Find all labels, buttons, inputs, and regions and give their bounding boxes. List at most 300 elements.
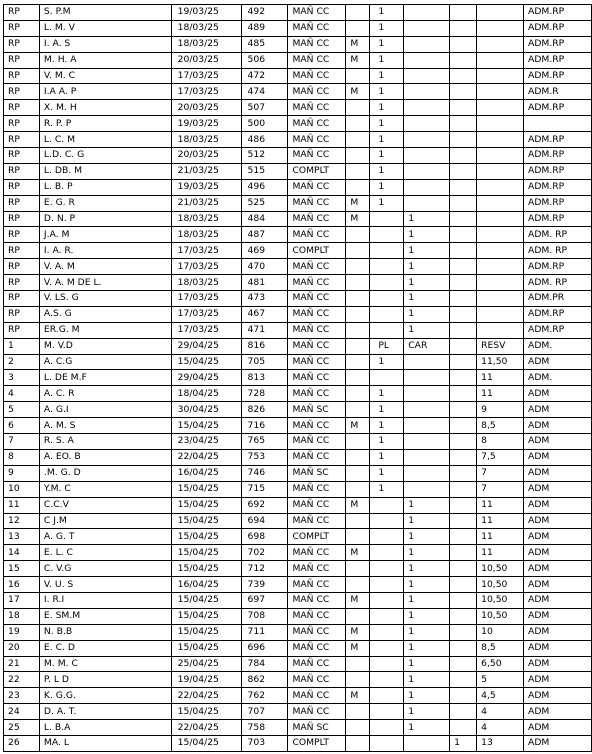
cell-status: ADM (524, 704, 592, 720)
cell-date: 17/03/25 (171, 68, 241, 84)
cell-name: C.C.V (39, 497, 171, 513)
cell-pl (370, 545, 404, 561)
cell-row-code: 1 (4, 338, 40, 354)
cell-name: E. SM.M (39, 608, 171, 624)
cell-pl: 1 (370, 386, 404, 402)
cell-status: ADM.R (524, 84, 592, 100)
cell-name: Y.M. C (39, 481, 171, 497)
table-row (4, 116, 592, 132)
cell-extra (450, 163, 477, 179)
cell-number: 712 (241, 561, 288, 577)
cell-date: 25/04/25 (171, 656, 241, 672)
cell-pl: 1 (370, 481, 404, 497)
cell-status: ADM.RP (524, 52, 592, 68)
cell-date: 20/03/25 (171, 148, 241, 164)
cell-name: R. S. A (39, 434, 171, 450)
cell-number: 507 (241, 100, 288, 116)
cell-name: V. M. C (39, 68, 171, 84)
table-row (4, 402, 592, 418)
cell-number: 500 (241, 116, 288, 132)
cell-row-code: RP (4, 306, 40, 322)
cell-name: .M. G. D (39, 465, 171, 481)
cell-resv: 10,50 (477, 561, 524, 577)
cell-extra (450, 52, 477, 68)
table-row (4, 195, 592, 211)
cell-resv: 8,5 (477, 418, 524, 434)
cell-status: ADM (524, 624, 592, 640)
cell-car: 1 (404, 561, 450, 577)
cell-resv: 11 (477, 545, 524, 561)
cell-number: 746 (241, 465, 288, 481)
cell-date: 15/04/25 (171, 608, 241, 624)
cell-category: MAÑ CC (288, 291, 346, 307)
cell-row-code: 21 (4, 656, 40, 672)
cell-status: ADM (524, 735, 592, 751)
table-row (4, 322, 592, 338)
cell-car (404, 100, 450, 116)
cell-row-code: 25 (4, 720, 40, 736)
cell-extra (450, 36, 477, 52)
cell-name: D. A. T. (39, 704, 171, 720)
cell-name: N. B.B (39, 624, 171, 640)
cell-extra (450, 608, 477, 624)
cell-number: 816 (241, 338, 288, 354)
cell-date: 15/04/25 (171, 640, 241, 656)
cell-status: ADM.PR (524, 291, 592, 307)
cell-extra: 1 (450, 735, 477, 751)
cell-flag-m (346, 656, 370, 672)
cell-extra (450, 227, 477, 243)
cell-number: 702 (241, 545, 288, 561)
cell-resv (477, 100, 524, 116)
cell-car: 1 (404, 291, 450, 307)
cell-resv (477, 116, 524, 132)
cell-date: 19/03/25 (171, 116, 241, 132)
cell-date: 15/04/25 (171, 354, 241, 370)
cell-pl: 1 (370, 52, 404, 68)
cell-name: L. C. M (39, 132, 171, 148)
cell-category: MAÑ CC (288, 5, 346, 21)
cell-car: 1 (404, 513, 450, 529)
cell-flag-m (346, 465, 370, 481)
cell-resv: 6,50 (477, 656, 524, 672)
table-row (4, 84, 592, 100)
cell-name: M. V.D (39, 338, 171, 354)
cell-resv (477, 84, 524, 100)
cell-flag-m (346, 402, 370, 418)
cell-row-code: RP (4, 132, 40, 148)
cell-resv: 11,50 (477, 354, 524, 370)
cell-name: C J.M (39, 513, 171, 529)
cell-category: MAÑ CC (288, 386, 346, 402)
cell-pl (370, 275, 404, 291)
cell-pl (370, 370, 404, 386)
cell-resv: 4,5 (477, 688, 524, 704)
table-row (4, 704, 592, 720)
table-row (4, 465, 592, 481)
cell-car (404, 148, 450, 164)
cell-status: ADM.RP (524, 179, 592, 195)
table-row (4, 577, 592, 593)
cell-date: 15/04/25 (171, 545, 241, 561)
cell-status: ADM.RP (524, 68, 592, 84)
cell-number: 762 (241, 688, 288, 704)
cell-flag-m (346, 68, 370, 84)
cell-flag-m: M (346, 211, 370, 227)
cell-category: MAÑ CC (288, 179, 346, 195)
cell-row-code: 4 (4, 386, 40, 402)
cell-number: 739 (241, 577, 288, 593)
cell-number: 512 (241, 148, 288, 164)
cell-resv: 9 (477, 402, 524, 418)
cell-extra (450, 513, 477, 529)
cell-number: 705 (241, 354, 288, 370)
cell-car: 1 (404, 211, 450, 227)
cell-category: MAÑ CC (288, 497, 346, 513)
cell-car (404, 116, 450, 132)
cell-flag-m (346, 100, 370, 116)
cell-date: 15/04/25 (171, 624, 241, 640)
cell-date: 15/04/25 (171, 481, 241, 497)
cell-date: 21/03/25 (171, 163, 241, 179)
cell-flag-m (346, 672, 370, 688)
cell-date: 30/04/25 (171, 402, 241, 418)
cell-resv (477, 275, 524, 291)
cell-pl: 1 (370, 354, 404, 370)
cell-pl: 1 (370, 20, 404, 36)
cell-extra (450, 211, 477, 227)
cell-name: S. P.M (39, 5, 171, 21)
table-row (4, 529, 592, 545)
table-row (4, 5, 592, 21)
cell-name: L. M. V (39, 20, 171, 36)
table-row (4, 545, 592, 561)
cell-extra (450, 449, 477, 465)
cell-car (404, 354, 450, 370)
cell-flag-m (346, 608, 370, 624)
cell-row-code: RP (4, 179, 40, 195)
cell-date: 16/04/25 (171, 577, 241, 593)
cell-row-code: RP (4, 68, 40, 84)
cell-extra (450, 688, 477, 704)
table-row (4, 306, 592, 322)
cell-flag-m (346, 275, 370, 291)
cell-resv (477, 227, 524, 243)
cell-flag-m: M (346, 640, 370, 656)
cell-car: 1 (404, 577, 450, 593)
cell-car: 1 (404, 259, 450, 275)
cell-row-code: RP (4, 163, 40, 179)
cell-status: ADM.RP (524, 36, 592, 52)
cell-extra (450, 465, 477, 481)
cell-resv: 7 (477, 481, 524, 497)
table-row (4, 179, 592, 195)
table-row (4, 497, 592, 513)
table-row (4, 370, 592, 386)
cell-date: 19/03/25 (171, 179, 241, 195)
cell-status: ADM (524, 545, 592, 561)
cell-flag-m (346, 291, 370, 307)
cell-resv (477, 211, 524, 227)
cell-car (404, 735, 450, 751)
cell-status: ADM (524, 434, 592, 450)
cell-car: 1 (404, 624, 450, 640)
cell-number: 489 (241, 20, 288, 36)
cell-car: 1 (404, 720, 450, 736)
cell-name: A. C. R (39, 386, 171, 402)
cell-status: ADM.RP (524, 5, 592, 21)
cell-date: 15/04/25 (171, 513, 241, 529)
table-row (4, 386, 592, 402)
cell-row-code: 15 (4, 561, 40, 577)
cell-car (404, 179, 450, 195)
cell-number: 826 (241, 402, 288, 418)
cell-date: 15/04/25 (171, 592, 241, 608)
cell-resv (477, 179, 524, 195)
cell-row-code: RP (4, 275, 40, 291)
cell-number: 696 (241, 640, 288, 656)
admissions-table (3, 4, 592, 752)
cell-date: 18/03/25 (171, 211, 241, 227)
cell-car: 1 (404, 592, 450, 608)
cell-date: 17/03/25 (171, 243, 241, 259)
cell-number: 496 (241, 179, 288, 195)
cell-extra (450, 291, 477, 307)
cell-status: ADM (524, 402, 592, 418)
cell-extra (450, 100, 477, 116)
cell-extra (450, 68, 477, 84)
cell-number: 492 (241, 5, 288, 21)
cell-status: ADM.RP (524, 211, 592, 227)
table-row (4, 688, 592, 704)
cell-extra (450, 545, 477, 561)
cell-status: ADM (524, 481, 592, 497)
table-body (4, 5, 592, 752)
cell-extra (450, 132, 477, 148)
cell-extra (450, 84, 477, 100)
cell-category: MAÑ CC (288, 116, 346, 132)
cell-status: ADM (524, 513, 592, 529)
cell-status: ADM (524, 688, 592, 704)
cell-pl (370, 735, 404, 751)
cell-status: ADM (524, 577, 592, 593)
cell-number: 486 (241, 132, 288, 148)
cell-row-code: 10 (4, 481, 40, 497)
cell-extra (450, 243, 477, 259)
cell-pl (370, 624, 404, 640)
cell-category: COMPLT (288, 735, 346, 751)
cell-category: MAÑ CC (288, 68, 346, 84)
cell-name: MA. L (39, 735, 171, 751)
cell-extra (450, 640, 477, 656)
table-row (4, 275, 592, 291)
cell-flag-m (346, 434, 370, 450)
table-row (4, 211, 592, 227)
cell-car (404, 20, 450, 36)
cell-flag-m: M (346, 497, 370, 513)
cell-pl (370, 227, 404, 243)
cell-date: 18/03/25 (171, 132, 241, 148)
cell-name: J.A. M (39, 227, 171, 243)
cell-row-code: 20 (4, 640, 40, 656)
cell-extra (450, 402, 477, 418)
cell-car: 1 (404, 688, 450, 704)
cell-car: 1 (404, 656, 450, 672)
cell-extra (450, 704, 477, 720)
cell-resv (477, 259, 524, 275)
cell-car (404, 449, 450, 465)
cell-status: ADM (524, 418, 592, 434)
cell-resv (477, 322, 524, 338)
cell-resv (477, 163, 524, 179)
table-row (4, 418, 592, 434)
cell-car (404, 386, 450, 402)
cell-category: MAÑ CC (288, 449, 346, 465)
cell-name: A. G. T (39, 529, 171, 545)
cell-row-code: RP (4, 243, 40, 259)
cell-row-code: RP (4, 84, 40, 100)
cell-flag-m (346, 704, 370, 720)
cell-pl: 1 (370, 465, 404, 481)
cell-pl (370, 720, 404, 736)
cell-category: MAÑ CC (288, 624, 346, 640)
cell-date: 15/04/25 (171, 529, 241, 545)
cell-category: MAÑ CC (288, 672, 346, 688)
cell-name: A. C.G (39, 354, 171, 370)
cell-date: 17/03/25 (171, 306, 241, 322)
cell-extra (450, 497, 477, 513)
cell-status: ADM.RP (524, 100, 592, 116)
cell-name: L. DB. M (39, 163, 171, 179)
cell-date: 18/03/25 (171, 36, 241, 52)
cell-status: ADM (524, 497, 592, 513)
cell-flag-m (346, 513, 370, 529)
table-row (4, 354, 592, 370)
cell-pl (370, 561, 404, 577)
cell-flag-m (346, 179, 370, 195)
cell-car (404, 52, 450, 68)
table-row (4, 513, 592, 529)
cell-extra (450, 275, 477, 291)
cell-name: E. L. C (39, 545, 171, 561)
cell-status: ADM.RP (524, 195, 592, 211)
cell-extra (450, 322, 477, 338)
cell-pl (370, 211, 404, 227)
cell-car: 1 (404, 529, 450, 545)
cell-name: M. M. C (39, 656, 171, 672)
cell-row-code: 13 (4, 529, 40, 545)
cell-name: L.D. C. G (39, 148, 171, 164)
cell-category: COMPLT (288, 163, 346, 179)
cell-row-code: RP (4, 100, 40, 116)
cell-car (404, 434, 450, 450)
cell-extra (450, 529, 477, 545)
cell-row-code: RP (4, 20, 40, 36)
cell-status: ADM.RP (524, 20, 592, 36)
cell-flag-m (346, 481, 370, 497)
cell-pl (370, 243, 404, 259)
table-row (4, 259, 592, 275)
cell-number: 716 (241, 418, 288, 434)
cell-name: K. G.G. (39, 688, 171, 704)
cell-category: MAÑ CC (288, 577, 346, 593)
cell-pl: 1 (370, 402, 404, 418)
cell-pl (370, 592, 404, 608)
cell-flag-m: M (346, 624, 370, 640)
cell-resv (477, 291, 524, 307)
table-row (4, 672, 592, 688)
cell-resv (477, 20, 524, 36)
cell-name: L. B. P (39, 179, 171, 195)
cell-date: 22/04/25 (171, 688, 241, 704)
cell-row-code: 19 (4, 624, 40, 640)
cell-row-code: RP (4, 322, 40, 338)
cell-pl: 1 (370, 195, 404, 211)
cell-resv: 10,50 (477, 592, 524, 608)
cell-resv: 11 (477, 513, 524, 529)
cell-status: ADM (524, 592, 592, 608)
table-row (4, 449, 592, 465)
cell-car: 1 (404, 322, 450, 338)
cell-date: 23/04/25 (171, 434, 241, 450)
cell-name: I. A. S (39, 36, 171, 52)
cell-date: 15/04/25 (171, 418, 241, 434)
cell-name: ER.G. M (39, 322, 171, 338)
cell-date: 22/04/25 (171, 449, 241, 465)
cell-resv: RESV (477, 338, 524, 354)
cell-flag-m (346, 370, 370, 386)
cell-number: 525 (241, 195, 288, 211)
cell-category: MAÑ CC (288, 370, 346, 386)
cell-category: MAÑ CC (288, 20, 346, 36)
cell-resv: 5 (477, 672, 524, 688)
cell-number: 470 (241, 259, 288, 275)
cell-status: ADM (524, 529, 592, 545)
cell-row-code: 14 (4, 545, 40, 561)
cell-category: COMPLT (288, 529, 346, 545)
cell-row-code: RP (4, 148, 40, 164)
table-row (4, 434, 592, 450)
cell-car: 1 (404, 227, 450, 243)
cell-status: ADM (524, 561, 592, 577)
cell-number: 692 (241, 497, 288, 513)
cell-resv: 7 (477, 465, 524, 481)
cell-number: 485 (241, 36, 288, 52)
cell-number: 471 (241, 322, 288, 338)
table-row (4, 481, 592, 497)
cell-number: 784 (241, 656, 288, 672)
cell-number: 487 (241, 227, 288, 243)
cell-category: MAÑ CC (288, 688, 346, 704)
cell-pl (370, 608, 404, 624)
cell-pl (370, 656, 404, 672)
cell-resv: 10 (477, 624, 524, 640)
cell-flag-m (346, 116, 370, 132)
cell-pl: PL (370, 338, 404, 354)
cell-extra (450, 624, 477, 640)
cell-resv: 10,50 (477, 577, 524, 593)
cell-car (404, 370, 450, 386)
cell-date: 20/03/25 (171, 100, 241, 116)
cell-flag-m (346, 259, 370, 275)
cell-status: ADM (524, 354, 592, 370)
cell-category: MAÑ CC (288, 561, 346, 577)
cell-row-code: 2 (4, 354, 40, 370)
cell-category: MAÑ CC (288, 211, 346, 227)
cell-number: 506 (241, 52, 288, 68)
cell-flag-m: M (346, 592, 370, 608)
cell-flag-m: M (346, 418, 370, 434)
